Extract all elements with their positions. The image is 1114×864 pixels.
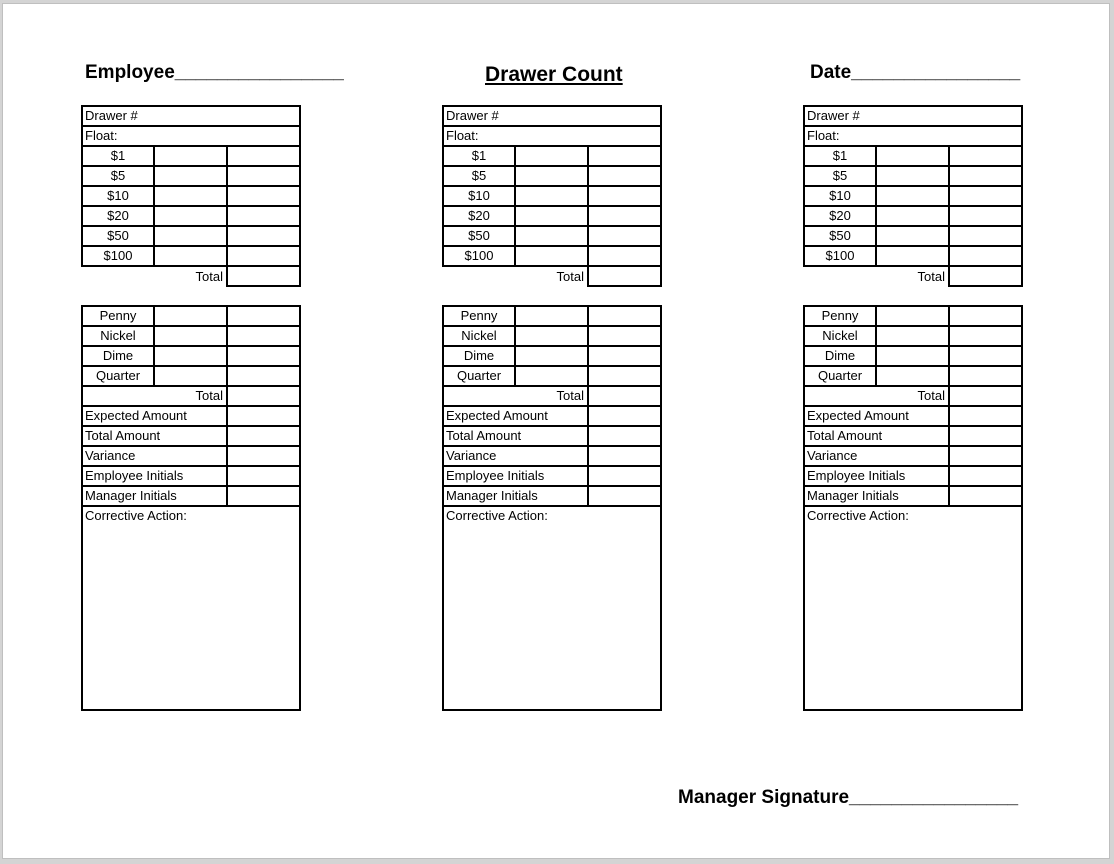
coin-row bbox=[804, 326, 1022, 346]
coin-count-cell[interactable] bbox=[515, 306, 588, 326]
summary-row bbox=[443, 486, 661, 506]
bill-denomination-label: $50 bbox=[443, 226, 515, 246]
bill-denomination-label: $10 bbox=[804, 186, 876, 206]
spacer bbox=[804, 286, 1022, 306]
bill-row bbox=[804, 226, 1022, 246]
summary-label: Variance bbox=[804, 446, 949, 466]
summary-value-cell[interactable] bbox=[949, 486, 1022, 506]
employee-field[interactable]: Employee________________ bbox=[85, 62, 344, 83]
summary-label: Employee Initials bbox=[82, 466, 227, 486]
bill-count-cell[interactable] bbox=[515, 146, 588, 166]
summary-row bbox=[804, 406, 1022, 426]
bill-denomination-label: $10 bbox=[443, 186, 515, 206]
corrective-row bbox=[82, 506, 300, 710]
summary-row bbox=[804, 486, 1022, 506]
summary-row bbox=[804, 426, 1022, 446]
coin-row bbox=[443, 366, 661, 386]
bill-row bbox=[82, 146, 300, 166]
bill-count-cell[interactable] bbox=[154, 146, 227, 166]
coin-label: Dime bbox=[443, 346, 515, 366]
coin-label: Quarter bbox=[443, 366, 515, 386]
bill-count-cell[interactable] bbox=[154, 206, 227, 226]
bill-row bbox=[804, 186, 1022, 206]
summary-label: Employee Initials bbox=[443, 466, 588, 486]
bill-denomination-label: $20 bbox=[804, 206, 876, 226]
bills-total-cell[interactable] bbox=[588, 266, 661, 286]
bill-row bbox=[82, 186, 300, 206]
bill-row bbox=[804, 166, 1022, 186]
bill-amount-cell[interactable] bbox=[227, 246, 300, 266]
bill-amount-cell[interactable] bbox=[588, 166, 661, 186]
gap-row bbox=[804, 286, 1022, 306]
summary-row bbox=[443, 466, 661, 486]
coin-label: Penny bbox=[443, 306, 515, 326]
coins-total-cell[interactable] bbox=[588, 386, 661, 406]
summary-label: Employee Initials bbox=[804, 466, 949, 486]
drawer-form-3 bbox=[803, 105, 1021, 711]
bill-denomination-label: $100 bbox=[443, 246, 515, 266]
coin-label: Dime bbox=[804, 346, 876, 366]
coin-row bbox=[82, 306, 300, 326]
bill-denomination-label: $50 bbox=[804, 226, 876, 246]
coin-count-cell[interactable] bbox=[154, 366, 227, 386]
summary-value-cell[interactable] bbox=[949, 406, 1022, 426]
bills-total-row bbox=[804, 266, 1022, 286]
coin-count-cell[interactable] bbox=[515, 346, 588, 366]
corrective-row bbox=[443, 506, 661, 710]
bill-count-cell[interactable] bbox=[154, 166, 227, 186]
bill-amount-cell[interactable] bbox=[227, 186, 300, 206]
summary-label: Manager Initials bbox=[443, 486, 588, 506]
coin-count-cell[interactable] bbox=[515, 366, 588, 386]
bill-amount-cell[interactable] bbox=[949, 246, 1022, 266]
coin-label: Nickel bbox=[82, 326, 154, 346]
bill-row bbox=[443, 226, 661, 246]
coins-total-label: Total bbox=[82, 386, 227, 406]
bill-row bbox=[82, 166, 300, 186]
summary-label: Expected Amount bbox=[82, 406, 227, 426]
bill-denomination-label: $1 bbox=[443, 146, 515, 166]
summary-value-cell[interactable] bbox=[227, 446, 300, 466]
bill-count-cell[interactable] bbox=[876, 206, 949, 226]
drawer-number-row bbox=[804, 106, 1022, 126]
coin-count-cell[interactable] bbox=[876, 326, 949, 346]
bill-denomination-label: $10 bbox=[82, 186, 154, 206]
coin-amount-cell[interactable] bbox=[227, 366, 300, 386]
summary-value-cell[interactable] bbox=[588, 406, 661, 426]
coin-row bbox=[82, 366, 300, 386]
summary-row bbox=[82, 426, 300, 446]
drawer-table bbox=[803, 105, 1023, 711]
coins-total-row bbox=[443, 386, 661, 406]
bills-total-label: Total bbox=[195, 268, 223, 284]
coin-label: Penny bbox=[804, 306, 876, 326]
bill-row bbox=[443, 206, 661, 226]
coins-total-row bbox=[804, 386, 1022, 406]
bill-count-cell[interactable] bbox=[154, 246, 227, 266]
coin-row bbox=[82, 346, 300, 366]
bill-count-cell[interactable] bbox=[515, 206, 588, 226]
bills-total-label: Total bbox=[556, 268, 584, 284]
drawer-number-field[interactable]: Drawer # bbox=[443, 106, 661, 126]
float-row bbox=[82, 126, 300, 146]
page-title: Drawer Count bbox=[485, 63, 623, 86]
coin-amount-cell[interactable] bbox=[227, 306, 300, 326]
summary-row bbox=[443, 406, 661, 426]
summary-value-cell[interactable] bbox=[227, 406, 300, 426]
bill-amount-cell[interactable] bbox=[588, 146, 661, 166]
gap-row bbox=[443, 286, 661, 306]
coin-amount-cell[interactable] bbox=[949, 366, 1022, 386]
summary-row bbox=[82, 406, 300, 426]
bill-count-cell[interactable] bbox=[876, 166, 949, 186]
summary-label: Variance bbox=[443, 446, 588, 466]
coin-amount-cell[interactable] bbox=[588, 366, 661, 386]
coin-label: Quarter bbox=[804, 366, 876, 386]
corrective-action-field[interactable]: Corrective Action: bbox=[804, 506, 1022, 710]
summary-row bbox=[82, 486, 300, 506]
coins-total-cell[interactable] bbox=[227, 386, 300, 406]
bill-row bbox=[804, 146, 1022, 166]
drawer-number-row bbox=[82, 106, 300, 126]
coin-label: Dime bbox=[82, 346, 154, 366]
coins-total-label: Total bbox=[443, 386, 588, 406]
drawer-number-field[interactable]: Drawer # bbox=[82, 106, 300, 126]
bill-row bbox=[443, 186, 661, 206]
summary-row bbox=[443, 446, 661, 466]
bill-denomination-label: $5 bbox=[443, 166, 515, 186]
drawer-form-1 bbox=[81, 105, 299, 711]
bill-denomination-label: $100 bbox=[82, 246, 154, 266]
bill-amount-cell[interactable] bbox=[949, 226, 1022, 246]
bill-denomination-label: $50 bbox=[82, 226, 154, 246]
bill-amount-cell[interactable] bbox=[949, 166, 1022, 186]
summary-value-cell[interactable] bbox=[588, 446, 661, 466]
bill-amount-cell[interactable] bbox=[227, 146, 300, 166]
bills-total-row bbox=[443, 266, 661, 286]
summary-value-cell[interactable] bbox=[588, 486, 661, 506]
bill-amount-cell[interactable] bbox=[227, 166, 300, 186]
coins-total-cell[interactable] bbox=[949, 386, 1022, 406]
coin-count-cell[interactable] bbox=[154, 326, 227, 346]
summary-row bbox=[82, 466, 300, 486]
coin-count-cell[interactable] bbox=[876, 346, 949, 366]
summary-value-cell[interactable] bbox=[227, 426, 300, 446]
bill-amount-cell[interactable] bbox=[588, 226, 661, 246]
bills-total-row bbox=[82, 266, 300, 286]
coin-amount-cell[interactable] bbox=[588, 306, 661, 326]
bill-count-cell[interactable] bbox=[515, 246, 588, 266]
coin-count-cell[interactable] bbox=[154, 346, 227, 366]
coins-total-label: Total bbox=[804, 386, 949, 406]
coin-count-cell[interactable] bbox=[876, 306, 949, 326]
summary-row bbox=[804, 466, 1022, 486]
coin-row bbox=[443, 346, 661, 366]
manager-signature-field[interactable]: Manager Signature________________ bbox=[678, 787, 1019, 808]
coin-count-cell[interactable] bbox=[154, 306, 227, 326]
bill-count-cell[interactable] bbox=[876, 186, 949, 206]
coin-label: Quarter bbox=[82, 366, 154, 386]
drawer-table bbox=[81, 105, 301, 711]
summary-label: Total Amount bbox=[804, 426, 949, 446]
summary-value-cell[interactable] bbox=[949, 446, 1022, 466]
summary-label: Manager Initials bbox=[82, 486, 227, 506]
summary-label: Total Amount bbox=[82, 426, 227, 446]
coin-label: Nickel bbox=[443, 326, 515, 346]
summary-row bbox=[82, 446, 300, 466]
summary-value-cell[interactable] bbox=[949, 426, 1022, 446]
bill-denomination-label: $1 bbox=[82, 146, 154, 166]
coin-amount-cell[interactable] bbox=[949, 326, 1022, 346]
bill-row bbox=[82, 226, 300, 246]
coin-row bbox=[804, 366, 1022, 386]
coin-row bbox=[443, 306, 661, 326]
bills-total-cell[interactable] bbox=[227, 266, 300, 286]
summary-row bbox=[443, 426, 661, 446]
summary-value-cell[interactable] bbox=[588, 466, 661, 486]
summary-value-cell[interactable] bbox=[588, 426, 661, 446]
coin-amount-cell[interactable] bbox=[588, 346, 661, 366]
bill-denomination-label: $5 bbox=[82, 166, 154, 186]
coin-amount-cell[interactable] bbox=[949, 346, 1022, 366]
summary-row bbox=[804, 446, 1022, 466]
corrective-row bbox=[804, 506, 1022, 710]
coin-count-cell[interactable] bbox=[515, 326, 588, 346]
bill-amount-cell[interactable] bbox=[588, 186, 661, 206]
bill-denomination-label: $20 bbox=[82, 206, 154, 226]
float-field[interactable]: Float: bbox=[82, 126, 300, 146]
coin-amount-cell[interactable] bbox=[949, 306, 1022, 326]
bill-count-cell[interactable] bbox=[876, 146, 949, 166]
coin-row bbox=[443, 326, 661, 346]
corrective-action-field[interactable]: Corrective Action: bbox=[443, 506, 661, 710]
summary-label: Expected Amount bbox=[443, 406, 588, 426]
bill-amount-cell[interactable] bbox=[588, 206, 661, 226]
bill-row bbox=[443, 246, 661, 266]
bill-amount-cell[interactable] bbox=[227, 206, 300, 226]
summary-value-cell[interactable] bbox=[227, 486, 300, 506]
drawer-number-field[interactable]: Drawer # bbox=[804, 106, 1022, 126]
coin-amount-cell[interactable] bbox=[227, 326, 300, 346]
coin-amount-cell[interactable] bbox=[588, 326, 661, 346]
spacer bbox=[82, 286, 300, 306]
drawer-table bbox=[442, 105, 662, 711]
bill-row bbox=[804, 206, 1022, 226]
bill-amount-cell[interactable] bbox=[949, 206, 1022, 226]
summary-value-cell[interactable] bbox=[227, 466, 300, 486]
bill-count-cell[interactable] bbox=[876, 226, 949, 246]
summary-label: Variance bbox=[82, 446, 227, 466]
float-field[interactable]: Float: bbox=[804, 126, 1022, 146]
coins-total-row bbox=[82, 386, 300, 406]
float-row bbox=[443, 126, 661, 146]
coin-count-cell[interactable] bbox=[876, 366, 949, 386]
bill-denomination-label: $5 bbox=[804, 166, 876, 186]
coin-row bbox=[804, 346, 1022, 366]
bill-count-cell[interactable] bbox=[515, 186, 588, 206]
bill-amount-cell[interactable] bbox=[227, 226, 300, 246]
bill-count-cell[interactable] bbox=[876, 246, 949, 266]
bill-count-cell[interactable] bbox=[154, 226, 227, 246]
bill-row bbox=[82, 206, 300, 226]
bill-denomination-label: $100 bbox=[804, 246, 876, 266]
coin-label: Nickel bbox=[804, 326, 876, 346]
coin-label: Penny bbox=[82, 306, 154, 326]
spacer bbox=[443, 286, 661, 306]
bill-denomination-label: $20 bbox=[443, 206, 515, 226]
coin-row bbox=[804, 306, 1022, 326]
bill-row bbox=[443, 166, 661, 186]
bill-row bbox=[82, 246, 300, 266]
bill-amount-cell[interactable] bbox=[949, 146, 1022, 166]
drawer-count-sheet bbox=[2, 3, 1110, 859]
coin-row bbox=[82, 326, 300, 346]
bill-count-cell[interactable] bbox=[515, 226, 588, 246]
coin-amount-cell[interactable] bbox=[227, 346, 300, 366]
float-field[interactable]: Float: bbox=[443, 126, 661, 146]
float-row bbox=[804, 126, 1022, 146]
drawer-number-row bbox=[443, 106, 661, 126]
bill-amount-cell[interactable] bbox=[588, 246, 661, 266]
summary-label: Expected Amount bbox=[804, 406, 949, 426]
bill-row bbox=[443, 146, 661, 166]
bill-amount-cell[interactable] bbox=[949, 186, 1022, 206]
summary-label: Total Amount bbox=[443, 426, 588, 446]
summary-label: Manager Initials bbox=[804, 486, 949, 506]
bills-total-label: Total bbox=[917, 268, 945, 284]
bills-total-cell[interactable] bbox=[949, 266, 1022, 286]
gap-row bbox=[82, 286, 300, 306]
bill-count-cell[interactable] bbox=[515, 166, 588, 186]
summary-value-cell[interactable] bbox=[949, 466, 1022, 486]
date-field[interactable]: Date________________ bbox=[810, 62, 1021, 83]
drawer-form-2 bbox=[442, 105, 660, 711]
bill-denomination-label: $1 bbox=[804, 146, 876, 166]
bill-count-cell[interactable] bbox=[154, 186, 227, 206]
corrective-action-field[interactable]: Corrective Action: bbox=[82, 506, 300, 710]
bill-row bbox=[804, 246, 1022, 266]
